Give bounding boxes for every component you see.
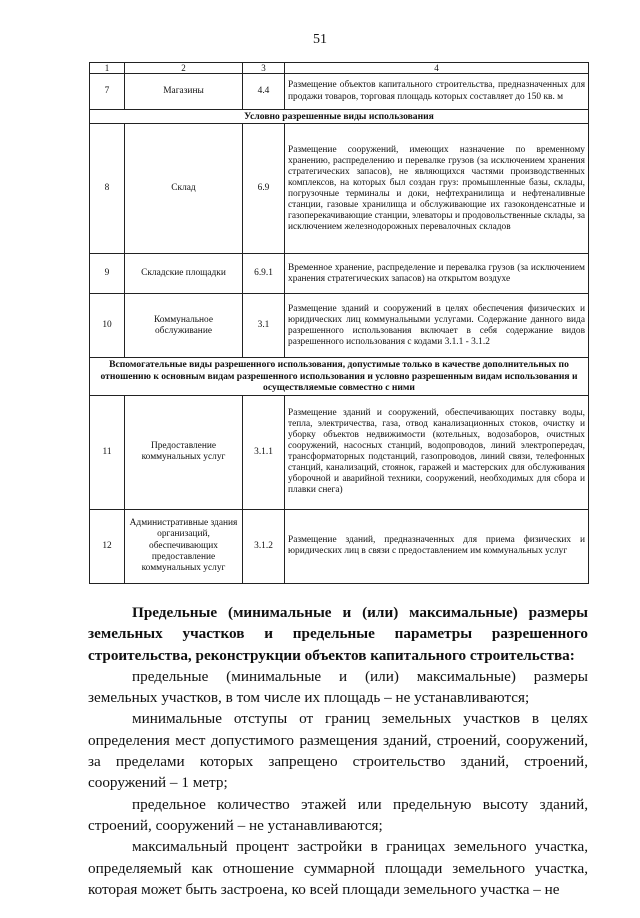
use-name: Магазины [125, 74, 243, 110]
table-row [90, 74, 589, 110]
paragraph: предельные (минимальные и (или) максимальные) размеры земельных участков, в том числе их площадь – не устанавливаются; [88, 667, 588, 707]
use-description: Размещение сооружений, имеющих назначение по временному хранению, распределению и перевалке грузов (за исключением хранения стратегических запасов), не являющихся частями производственных комплексов, на которых был создан груз: промышленные базы, склады, погрузочные терминалы и доки, нефтехранилища и нефтеналивные станции, газовые хранилища и обслуживающие их газоконденсатные и газоперекачивающие станции, элеваторы и продовольственные склады, за исключением железнодорожных перевалочных складов [285, 124, 589, 254]
section-title: Условно разрешенные виды использования [90, 110, 589, 124]
section-row-auxiliary [90, 358, 589, 395]
section-title: Вспомогательные виды разрешенного использования, допустимые только в качестве дополнительных по отношению к основным видам разрешенного использования и условно разрешенным видам использования и осуществляемые совместно с ними [90, 358, 589, 395]
table-row [90, 294, 589, 358]
paragraph: максимальный процент застройки в границах земельного участка, определяемый как отношение суммарной площади земельного участка, которая может быть застроена, ко всей площади земельного участка – не [88, 838, 588, 898]
table-row [90, 254, 589, 294]
use-description: Размещение зданий и сооружений в целях обеспечения физических и юридических лиц коммунальными услугами. Содержание данного вида разрешенного использования включает в себя содержание видов разрешенного использования с кодами 3.1.1 - 3.1.2 [285, 294, 589, 358]
page-number: 51 [313, 32, 327, 47]
use-description: Размещение объектов капитального строительства, предназначенных для продажи товаров, торговая площадь которых составляет до 150 кв. м [285, 74, 589, 110]
use-description: Временное хранение, распределение и перевалка грузов (за исключением хранения стратегических запасов) на открытом воздухе [285, 254, 589, 294]
use-code: 6.9 [243, 124, 285, 254]
paragraph: минимальные отступы от границ земельных участков в целях определения мест допустимого размещения зданий, строений, сооружений, за пределами которых запрещено строительство зданий, строений, сооружений – 1 метр; [88, 710, 588, 792]
row-number: 10 [90, 294, 125, 358]
use-name: Склад [125, 124, 243, 254]
use-code: 4.4 [243, 74, 285, 110]
row-number: 11 [90, 395, 125, 509]
table-row [90, 509, 589, 583]
use-name: Коммунальное обслуживание [125, 294, 243, 358]
row-number: 9 [90, 254, 125, 294]
table-row [90, 395, 589, 509]
use-code: 6.9.1 [243, 254, 285, 294]
row-number: 12 [90, 509, 125, 583]
header-cell: 3 [243, 63, 285, 74]
header-cell: 4 [285, 63, 589, 74]
use-description: Размещение зданий, предназначенных для приема физических и юридических лиц в связи с предоставлением им коммунальных услуг [285, 509, 589, 583]
body-text [88, 602, 588, 900]
section-heading: Предельные (минимальные и (или) максимальные) размеры земельных участков и предельные параметры разрешенного строительства, реконструкции объектов капитального строительства: [88, 604, 588, 664]
paragraph: предельное количество этажей или предельную высоту зданий, строений, сооружений – не устанавливаются; [88, 795, 588, 834]
use-name: Складские площадки [125, 254, 243, 294]
use-code: 3.1.1 [243, 395, 285, 509]
header-cell: 1 [90, 63, 125, 74]
use-name: Административные здания организаций, обеспечивающих предоставление коммунальных услуг [125, 509, 243, 583]
row-number: 7 [90, 74, 125, 110]
land-use-table [89, 62, 589, 584]
use-code: 3.1 [243, 294, 285, 358]
use-description: Размещение зданий и сооружений, обеспечивающих поставку воды, тепла, электричества, газа, отвод канализационных стоков, очистку и уборку объектов недвижимости (котельных, водозаборов, очистных сооружений, насосных станций, водопроводов, линий электропередач, трансформаторных подстанций, газопроводов, линий связи, телефонных станций, канализаций, стоянок, гаражей и мастерских для обслуживания уборочной и аварийной техники, сооружений, необходимых для сбора и плавки снега) [285, 395, 589, 509]
use-name: Предоставление коммунальных услуг [125, 395, 243, 509]
use-code: 3.1.2 [243, 509, 285, 583]
row-number: 8 [90, 124, 125, 254]
section-row-conditional [90, 110, 589, 124]
table-header-row [90, 63, 589, 74]
table-row [90, 124, 589, 254]
header-cell: 2 [125, 63, 243, 74]
